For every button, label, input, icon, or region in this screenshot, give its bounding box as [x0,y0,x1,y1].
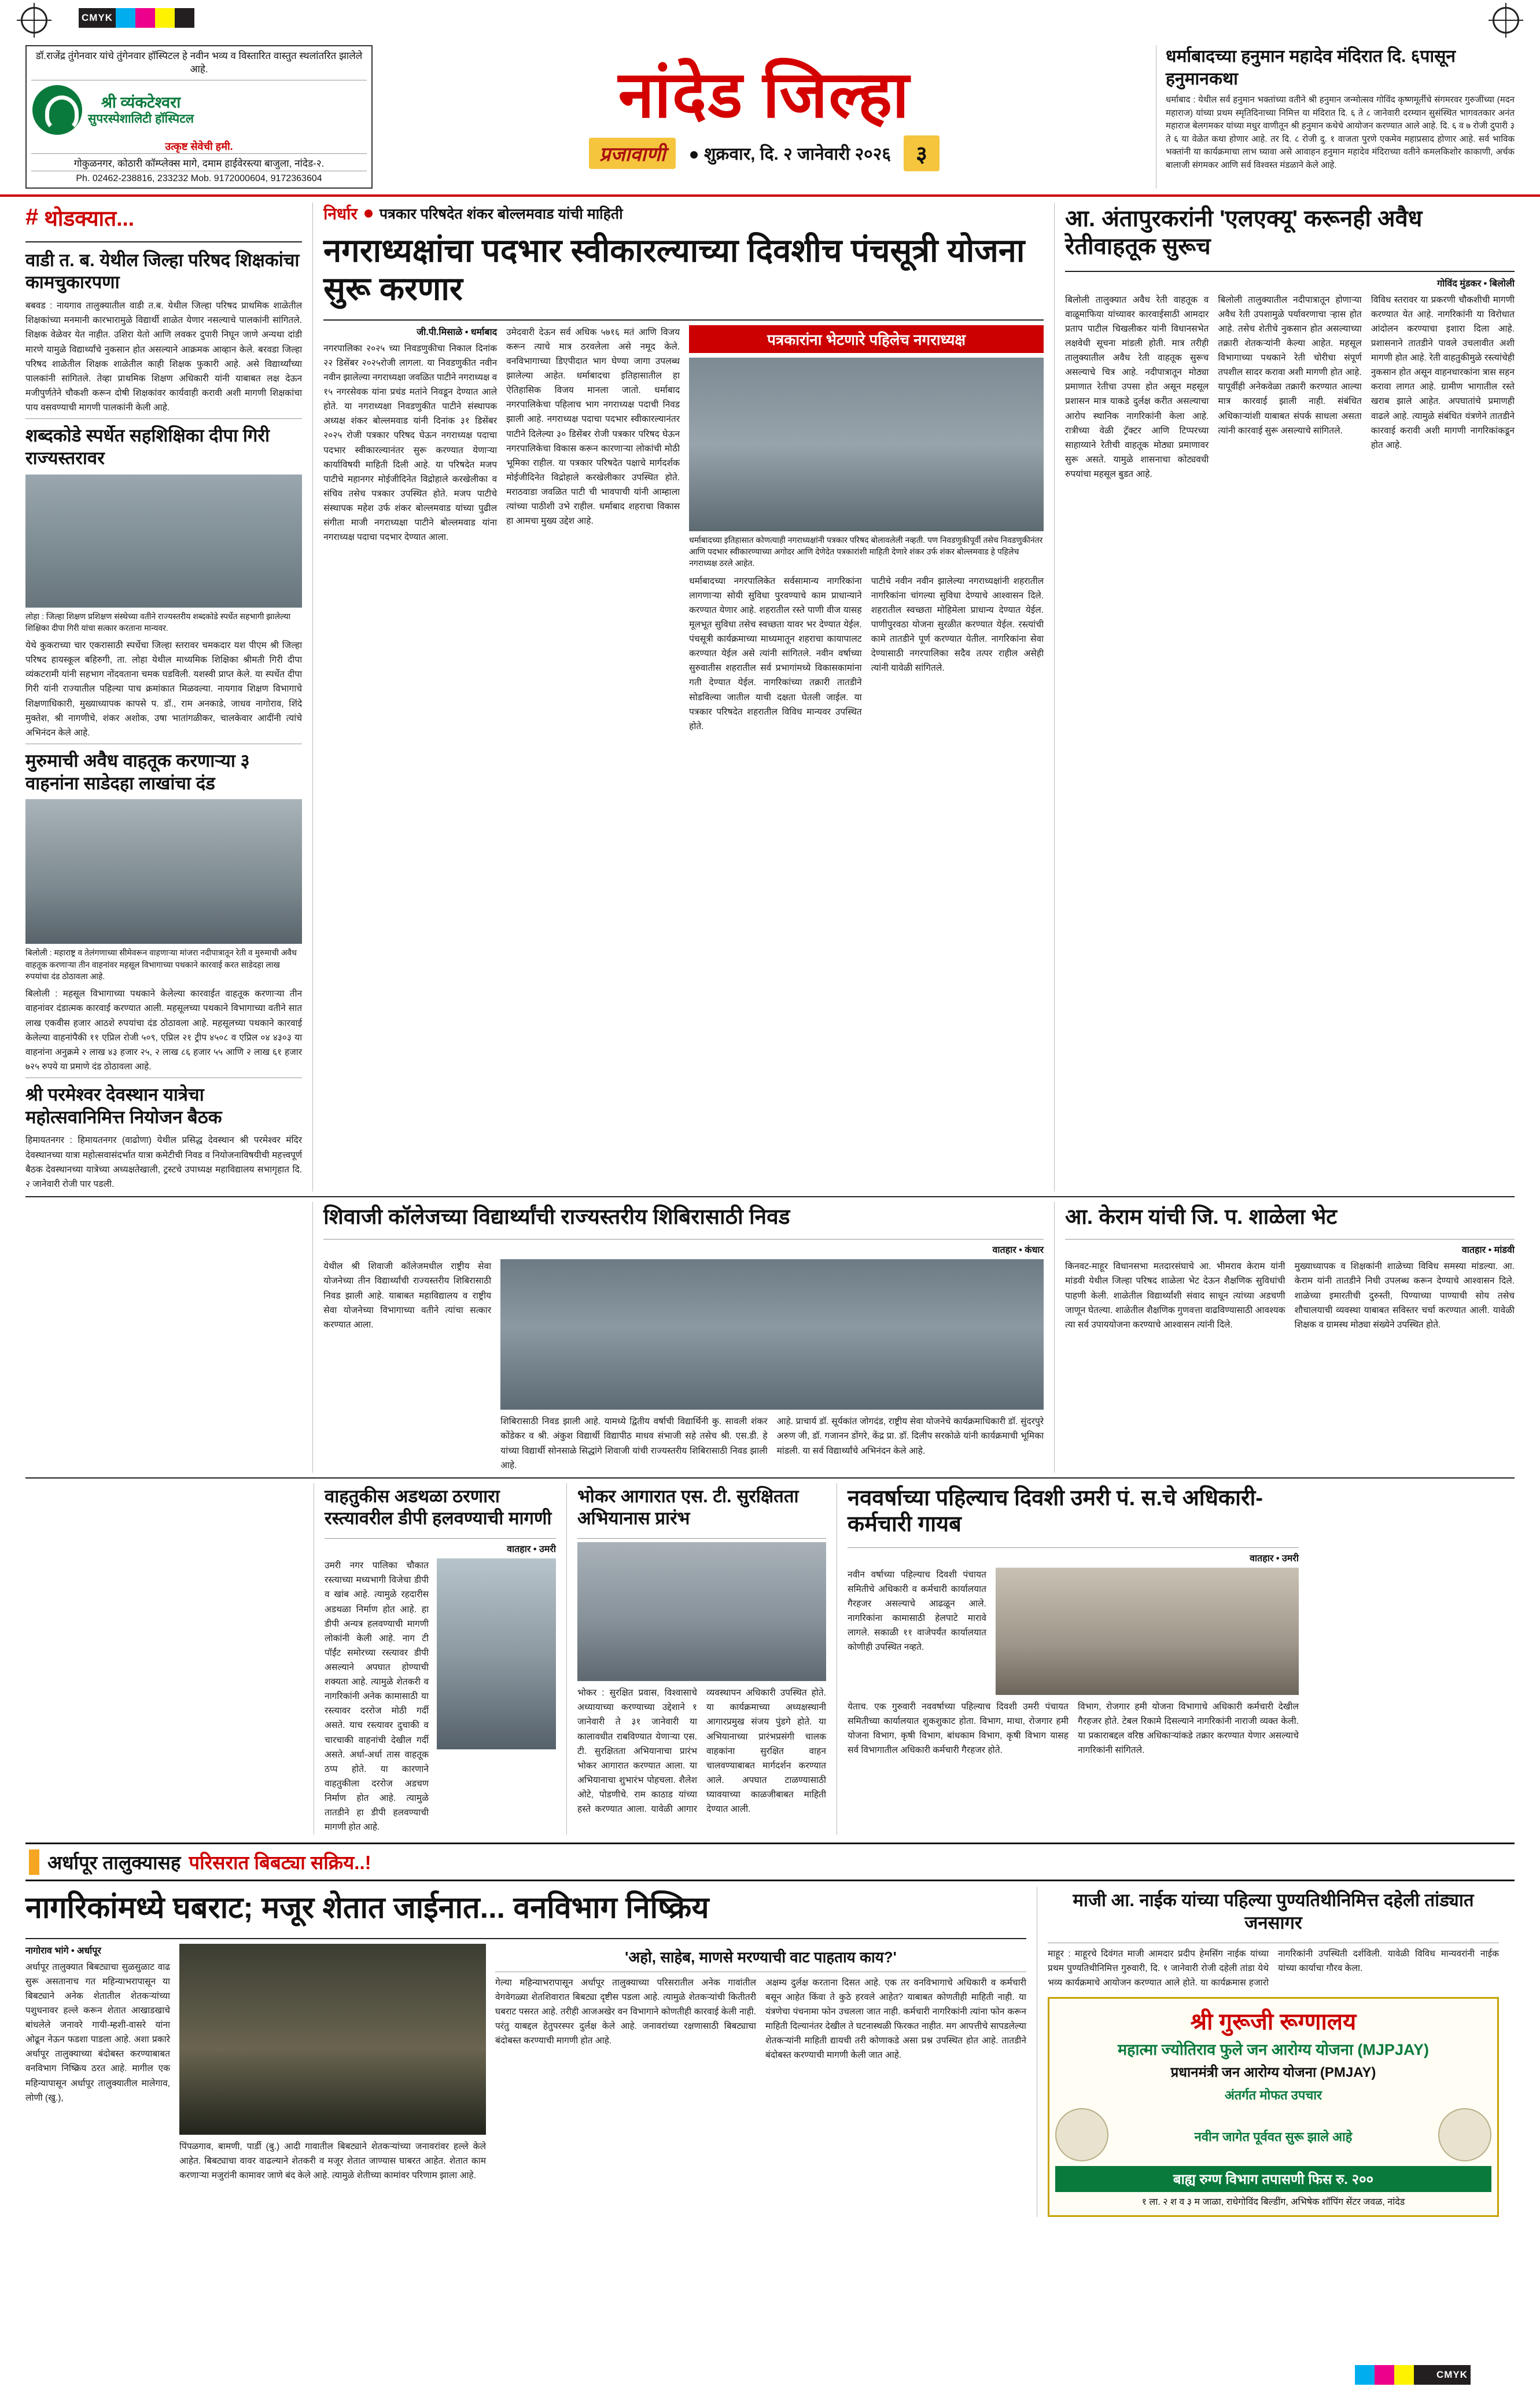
mid-story-2-headline: आ. केराम यांची जि. प. शाळेला भेट [1065,1204,1338,1229]
mjpjay-logo-icon [1438,2108,1491,2161]
hospital-logo-icon [32,85,82,135]
bottom-story-2-body: भोकर : सुरक्षित प्रवास, विश्वासाचे अध्यायाच्या करण्याच्या उद्देशाने १ जानेवारी ते ३१ जानेवारी या कालावधीत राबविण्यात येणाऱ्या एस. टी. सुरक्षितता अभियानाचा प्रारंभ भोकर आगारात करण्यात आला. या अभियानाचा शुभारंभ पोहचला. शैलेश ओटे, पोडणीचे. राम काठाड यांच्या हस्ते करण्यात आला. यावेळी आगार व्यवस्थापन अधिकारी उपस्थित होते. या कार्यक्रमाच्या अध्यक्षस्थानी आगारप्रमुख संजय पुंडगे होते. या अभियानाच्या प्रारंभप्रसंगी चालक वाहकांना सुरक्षित वाहन चालवण्याबाबत मार्गदर्शन करण्यात आले. अपघात टाळण्यासाठी घ्यावयाच्या काळजीबाबत माहिती देण्यात आली. [577,1688,826,1815]
brief-headline-3: मुरुमाची अवैध वाहतूक करणाऱ्या ३ वाहनांना साडेदहा लाखांचा दंड [25,750,250,793]
right-top-body-1: बिलोली तालुक्यात अवैध रेती वाहतूक व वाळूमाफिया यांच्यावर कारवाईसाठी आमदार प्रताप पाटील चिखलीकर यांनी विधानसभेत लक्षवेधी सूचना मांडली होती. मात्र तरीही तालुक्यातील अवैध रेती वाहतूक सुरूच असल्याचे चित्र आहे. नदीपात्रातून मोठ्या प्रमाणात रेतीचा उपसा होत असून महसूल प्रशासन मात्र याकडे दुर्लक्ष करीत असल्याचा आरोप स्थानिक नागरिकांनी केला आहे. रात्रीच्या वेळी ट्रॅक्टर आणि टिप्परच्या साहाय्याने रेतीची वाहतूक मोठ्या प्रमाणावर सुरू असते. यामुळे शासनाचा कोट्यवधी रुपयांचा महसूल बुडत आहे. [1065,295,1209,479]
briefs-section-title: थोडक्यात... [44,206,135,230]
brief-headline-4: श्री परमेश्वर देवस्थान यात्रेचा महोत्सवानिमित्त नियोजन बैठक [25,1084,222,1127]
right-top-headline: आ. अंतापुरकरांनी 'एलएक्यू' करूनही अवैध रेतीवाहतूक सुरूच [1065,205,1423,259]
lead-kicker-word: निर्धार [323,204,358,223]
ad-scheme-2: प्रधानमंत्री जन आरोग्य योजना (PMJAY) [1170,2065,1376,2081]
hospital-phone: Ph. 02462-238816, 233232 Mob. 9172000604, 9172363604 [31,171,367,184]
brief-photo-caption-3: बिलोली : महाराष्ट्र व तेलंगणाच्या सीमेवरून वाहणाऱ्या मांजरा नदीपात्रातून रेती व मुरुमाची अवैध वाहतूक करणाऱ्या तीन वाहनांवर महसूल विभागाच्या पथकाने कारवाई करत साडेदहा लाख रुपयांचा दंड ठोठावला आहे. [25,948,297,981]
lead-byline: जी.पी.मिसाळे • धर्माबाद [417,327,498,337]
lead-body-4: पाटीचे नवीन नवीन झालेल्या नगराध्यक्षांनी शहरातील नागरिकांना चांगल्या सुविधा देण्याचे आश्वासन दिले. शहरातील स्वच्छता मोहिमेला प्राधान्य देण्यात येईल. पाणीपुरवठा योजना सुरळीत करण्यात येईल. रस्त्यांची कामे तातडीने पूर्ण करण्यात येतील. नागरिकांना सेवा देण्यासाठी नगरपालिका सदैव तत्पर राहील असेही त्यांनी यावेळी सांगितले. [871,576,1044,674]
mid-story-keram [1065,1202,1515,1473]
lead-col-1 [323,325,497,734]
right-top-body-3: विविध स्तरावर या प्रकरणी चौकशीची मागणी करण्यात येत आहे. नागरिकांनी या विरोधात आंदोलन करण्याचा इशारा दिला आहे. प्रशासनाने तातडीने पावले उचलावीत अशी मागणी होत आहे. रेती वाहतुकीमुळे रस्त्यांचेही नुकसान होत असून वाहनधारकांना त्रास सहन करावा लागत आहे. ग्रामीण भागातील रस्ते खराब झाले आहेत. अपघातांचे प्रमाणही वाढले आहे. त्यामुळे संबंधित यंत्रणेने तातडीने कारवाई करावी अशी मागणी नागरिकांकडून होत आहे. [1370,295,1515,450]
mid-story-1-body-3: आहे. प्राचार्य डॉ. सूर्यकांत जोगदंड, राष्ट्रीय सेवा योजनेचे कार्यक्रमाधिकारी डॉ. सुंदरपुरे अरुण जी, डॉ. गजानन डोंगरे, केंद्र प्रा. डॉ. दिलीप सरकोळे यांनी कार्यक्रमाची भूमिका मांडली. या सर्व विद्यार्थ्यांचे अभिनंदन केले आहे. [776,1417,1044,1456]
lead-body-3: धर्माबादच्या नगरपालिकेत सर्वसामान्य नागरिकांना लागणाऱ्या सोयी सुविधा पुरवण्याचे काम प्राधान्याने करण्यात येणार आहे. शहरातील रस्ते पाणी वीज यासह मूलभूत सुविधा तसेच स्वच्छता यावर भर देण्यात येईल. पंचसूत्री कार्यक्रमाच्या माध्यमातून शहराचा कायापालट करण्यात येईल असे त्यांनी सांगितले. नवीन वर्षाच्या सुरुवातीस शहरातील सर्व प्रभागांमध्ये विकासकामांना गती देण्यात येईल. नागरिकांच्या तक्रारी तातडीने सोडविल्या जातील याची दक्षता घेतली जाईल. या पत्रकार परिषदेत शहरातील विविध मान्यवर उपस्थित होते. [689,576,862,731]
leopard-body-4: अक्षम्य दुर्लक्ष करताना दिसत आहे. एक तर वनविभागाचे अधिकारी व कर्मचारी बसून आहेत किंवा ते कुठे हरवले आहेत? याबाबत कोणतीही माहिती नाही. या यंत्रणेचा पंचनामा फोन उचलला जात नाही. कर्मचारी नागरिकांनी त्यांना फोन करून माहिती दिल्यानंतर देखील ते घटनास्थळी फिरकत नाहीत. मग आपत्तीचे सापडलेल्या शेतकऱ्यांनी माहिती द्यायची तरी कोणाकडे असा प्रश्न उपस्थित होत आहे. तातडीने बंदोबस्त करण्याची मागणी केली जात आहे. [765,1977,1026,2061]
side-story-body: धर्माबाद : येथील सर्व हनुमान भक्तांच्या वतीने श्री हनुमान जन्मोत्सव गोविंद कृष्णमूर्तीचे संगमरवर गुरुजींच्या (मदन महाराज) यांच्या प्रथम स्मृतिदिनाच्या निमित्त या मंदिरात दि. ६ ते ८ जानेवारी दरम्यान सुसंस्थित भागवतकार अनंत महाराज बेलगमकर यांच्या मधुर वाणीतून श्री हनुमान कथेचे आयोजन करण्यात आले आहे. दि. ६ व ७ रोजी दुपारी ३ ते ६ या वेळेत कथा होणार आहे. तर दि. ८ रोजी दु. १ वाजता पुरणे एकमेव महाप्रसाद होणार आहे. सर्व भाविक भक्तांनी या कार्यक्रमाचा लाभ घ्यावा असे आवाहन हनुमान महादेव मंदिराच्या वतीने कमलकिशोर काकाणी, अर्चक बालाजी संगमकर आणि सर्व विश्वस्त मंडळाने केले आहे. [1166,95,1515,170]
registration-mark-right [1493,7,1519,34]
hospital-name: श्री व्यंकटेश्वरा [101,94,181,112]
lead-photo-caption: धर्माबादच्या इतिहासात कोणत्याही नगराध्यक्षांनी पत्रकार परिषद बोलावलेली नव्हती. पण निवडणुकीपूर्वी तसेच निवडणुकीनंतर आणि पदभार स्वीकारण्याच्या अगोदर आणि देणेदेत पत्रकारांशी माहिती देणारे शंकर उर्फ शंकर बोल्लमवाड हे पहिलेच नगराध्यक्ष ठरले आहेत. [689,535,1043,568]
flag-icon [29,1849,39,1875]
hash-icon: # [25,204,39,230]
briefs-section-header [25,203,302,232]
bottom-story-3-headline: नववर्षाच्या पहिल्याच दिवशी उमरी पं. स.चे अधिकारी-कर्मचारी गायब [848,1485,1263,1537]
right-bottom-column [1048,1887,1499,2216]
mid-story-2-byline: वातहार • मांडवी [1461,1245,1515,1256]
ad-opd-fee: बाह्य रुग्ण विभाग तपासणी फिस रु. २०० [1055,2166,1491,2192]
masthead [0,45,1540,197]
brief-body-4: हिमायतनगर : हिमायतनगर (वाढोणा) येथील प्रसिद्ध देवस्थान श्री परमेश्वर मंदिर देवस्थानच्या यात्रा महोत्सवासंदर्भात यात्रा कमेटीची निवड व नियोजनाविषयीची महत्त्वपूर्ण बैठक देवस्थानच्या यात्रेच्या अध्यक्षतेखाली, ट्रस्टचे उपाध्यक्ष महाविद्यालय सभागृहात दि. २ जानेवारी रोजी पार पडली. [25,1135,303,1189]
leopard-headline: नागरिकांमध्ये घबराट; मजूर शेतात जाईनात... वनविभाग निष्क्रिय [25,1891,709,1925]
leopard-story [25,1887,1026,2216]
lead-photo-title: पत्रकारांना भेटणारे पहिलेच नगराध्यक्ष [689,325,1044,353]
bottom-story-3-body-3: विभाग, रोजगार हमी योजना विभागाचे अधिकारी कर्मचारी देखील गैरहजर होते. टेबल रिकामे दिसल्याने नागरिकांनी नाराजी व्यक्त केली. या प्रकाराबद्दल वरिष्ठ अधिकाऱ्यांकडे तक्रार करण्यात येणार असल्याचे नागरिकांनी सांगितले. [1078,1701,1299,1756]
lead-photo-block [689,325,1044,734]
leopard-col-3 [495,1944,1026,2183]
mid-section [25,1202,1515,1473]
hospital-advertisement[interactable] [1048,1997,1499,2216]
lead-body-1: नगरपालिका २०२५ च्या निवडणुकीचा निकाल दिनांक २२ डिसेंबर २०२५रोजी लागला. या निवडणुकीत नवीन नवीन झालेल्या नगराध्यक्षा जवळित पाटीने नगराध्यक्ष व १५ नगरसेवक यांना प्रचंड मतांने निवडून देण्यात आले होते. या नगराध्यक्षा निवडणुकीत पाटीने संस्थापक अध्यक्ष शंकर बोल्लमवाड यांनी दिनांक ३१ डिसेंबर २०२५ रोजी पत्रकार परिषद घेऊन नगराध्यक्ष पदाचा पदभार स्वीकारल्यानंतर सुरू करण्यात येणाऱ्या कार्याविषयी माहिती दिली आहे. या परिषदेत मजप पाटीचे महानगर मोईजीदिनेत विद्रोहाले करखेलीका व संचिव तसेच पत्रकार उपस्थित होते. मजप पाटीचे संस्थापक महेश उर्फ शंकर बोल्लमवाड यांच्या पुढील संगीता माजी नगराध्यक्षा पाटीने बोल्लमवाड यांना नगराध्यक्ष पदाचा पदभार देण्यात आला. [323,343,498,543]
brief-body-1: बबवड : नायगाव तालुक्यातील वाडी त.ब. येथील जिल्हा परिषद प्राथमिक शाळेतील शिक्षकांच्या मनमानी कारभारामुळे विद्यार्थी शाळेत येणार नसल्याचे पालकांनी सांगितले. शिक्षक वेळेवर येत नाहीत. उशिरा येतो आणि लवकर दुपारी निघून जाणे अन्यथा दांडी मारणे यामुळे विद्यार्थ्यांचे नुकसान होत असल्याने आक्रमक आव्हान केले. बरवडा जिल्हा परिषद शाळेतील शिक्षक शाळेतील काही शिक्षक फुकारी आहे. असे विद्यार्थ्यांच्या पालकांनी सांगितले. तेव्हा प्राथमिक शिक्षण अधिकारी यांनी याबाबत लक्ष देऊन मजीपुर्णतेने चौकशी करून दोषी शिक्षकांवर कार्यवाही करावी अशी मागणी शिक्षकांचा पाय वसवण्याची मागणी पालकांनी केली आहे. [25,301,303,413]
banner-right-text: परिसरात बिबट्या सक्रिय..! [189,1852,371,1874]
bullet-icon [364,209,373,218]
naik-headline: माजी आ. नाईक यांच्या पहिल्या पुण्यतिथीनिमित्त दहेली तांड्यात जनसागर [1073,1890,1474,1933]
brief-photo-caption-2: लोहा : जिल्हा शिक्षण प्रशिक्षण संस्थेच्या वतीने राज्यस्तरीय शब्दकोडे स्पर्धेत सहभागी झालेल्या शिक्षिका दीपा गिरी यांचा सत्कार करताना मान्यवर. [25,611,291,632]
right-top-story [1065,203,1515,1192]
brief-body-2: येथे कुकराच्या चार एकरासाठी स्पर्धेचा जिल्हा स्तरावर चमकदार यश पीएम श्री जिल्हा परिषद हायस्कूल बहिरुगी, ता. लोहा येथील माध्यमिक शिक्षिका श्रीमती गिरी दीपा व्यंकटरामी यांनी सहभाग नोंदवताना चमक घडविली. यशस्वी प्राप्त केले. या स्पर्धेत दीपा गिरी यांनी राज्यातील पहिल्या पाच क्रमांकात मिळवल्या. नायगाव शिक्षण विभागाचे शिक्षणाधिकारी, मुख्याध्यापक कापसे प. डॉ., राम अनकाडे, जाधव नागोराव, शिंदे मुक्तेश, श्री नागणीचे, शंकर अशोक, उषा भातांगळीकर, चालकेवार आदींनी त्यांचे अभिनंदन केले आहे. [25,641,303,738]
lead-story [323,203,1044,1192]
mid-story-college [323,1202,1044,1473]
masthead-title-block [383,45,1145,189]
brief-headline-2: शब्दकोडे स्पर्धेत सहशिक्षिका दीपा गिरी राज्यस्तरावर [25,425,270,468]
brief-body-3: बिलोली : महसूल विभागाच्या पथकाने केलेल्या कारवाईत वाहतूक करणाऱ्या तीन वाहनांवर दंडात्मक कारवाई करण्यात आली. महसूलच्या पथकाने विभागाच्या वतीने सात लाख एकवीस हजार आठशे रुपयांचा दंड ठोठावला आहे. महसूलच्या पथकाने कारवाई केलेल्या वाहनांपैकी ११ एप्रिल रोजी ५०९, एप्रिल २१ ट्रीप ४५०८ व एप्रिल ०४ ४३०३ या वाहनांना अनुक्रमे २ लाख ४३ हजार २५, २ लाख ८६ हजार ५५ आणि २ लाख ६१ हजार ७२५ रुपये या प्रमाणे दंड ठोठावला आहे. [25,989,303,1072]
cmyk-label-bottom: CMYK [1434,2365,1471,2385]
bottom-spacer [25,1483,303,1835]
bottom-section [25,1483,1515,1835]
ad-free-treatment: अंतर्गत मोफत उपचार [1224,2087,1322,2102]
leopard-body-2: पिंपळगाव, बामणी, पार्डी (बु.) आदी गावातील बिबट्याने शेतकऱ्यांच्या जनावरांवर हल्ले केले आहेत. बिबट्याचा वावर वाढल्याने शेतकरी व मजूर शेतात जाण्यास घाबरत आहेत. शेतात काम करणाऱ्या मजुरांनी कामावर जाणे बंद केले आहे. त्यामुळे शेतीच्या कामांवर परिणाम झाला आहे. [179,2141,486,2180]
bottom-story-st [577,1483,826,1835]
brief-photo-2 [25,475,302,608]
cmyk-color-bar-top [79,8,194,28]
leopard-body-1: अर्धापूर तालुक्यात बिबट्याचा सुळसुळाट वाढ सुरू असतानाच गत महिन्याभरापासून या बिबट्याने अनेक शेतातील शेतकऱ्यांच्या पशुधनावर हल्ले करून शेतात आखाडखाचे बांधलेले जनावरे गायी-म्हशी-वासरे यांना ओढून नेऊन फडशा पाडला आहे. अशा प्रकारे अर्धापूर तालुक्याच्या बंदोबस्त करण्याबाबत वनविभाग निष्क्रिय ठरत आहे. मागील एक महिन्यापासून अर्धापूर तालुक्यातील मालेगाव, लोणी (खु.), [25,1962,170,2103]
mid-story-1-body-2: शिबिरासाठी निवड झाली आहे. यामध्ये द्वितीय वर्षाची विद्यार्थिनी कु. सावली शंकर कोंडेकर व श्री. अंकुश विद्यार्थी विद्यापीठ माधव संभाजी सहे तसेच श्री. एस.डी. हे यांच्या विद्यार्थी सोनसाळे सिद्धांगे शिवाजी यांची राज्यस्तरीय शिबिरासाठी निवड झाली आहे. [500,1417,768,1470]
lead-photo [689,358,1044,531]
right-top-byline: गोविंद मुंडकर • बिलोली [1437,278,1515,289]
hospital-address: गोकुळनगर, कोठारी कॉम्प्लेक्स मागे, दमाम हाईवेरस्त्या बाजुला, नांदेड-२. [31,153,367,171]
top-section [25,203,1515,1192]
newspaper-title: नांदेड जिल्हा [618,58,911,131]
bottom-story-3-body-1: नवीन वर्षाच्या पहिल्याच दिवशी पंचायत समितीचे अधिकारी व कर्मचारी कार्यालयात गैरहजर असल्याचे आढळून आले. नागरिकांना कामासाठी हेलपाटे मारावे लागले. सकाळी ११ वाजेपर्यंत कार्यालयात कोणीही उपस्थित नव्हते. [848,1569,986,1653]
hospital-motto: उत्कृष्ट सेवेची हमी. [165,140,233,152]
bottom-story-1-byline: वातहार • उमरी [507,1544,556,1555]
mid-story-2-body-1: किनवट-माहूर विधानसभा मतदारसंघाचे आ. भीमराव केराम यांनी मांडवी येथील जिल्हा परिषद शाळेला भेट देऊन शैक्षणिक सुविधांची पाहणी केली. शाळेतील विद्यार्थ्यांशी संवाद साधून त्यांच्या अडचणी जाणून घेतल्या. शाळेतील शैक्षणिक गुणवत्ता वाढविण्यासाठी आवश्यक त्या सर्व उपाययोजना करण्याचे आश्वासन त्यांनी दिले. [1065,1262,1285,1330]
hospital-subname: सुपरस्पेशालिटी हॉस्पिटल [88,112,194,126]
brief-headline-1: वाडी त. ब. येथील जिल्हा परिषद शिक्षकांचा कामचुकारपणा [25,249,300,293]
bottom-story-3-body-2: येताच. एक गुरुवारी नववर्षाच्या पहिल्याच दिवशी उमरी पंचायत समितीच्या कार्यालयात शुकशुकाट होता. विभाग, माथा, रोजगार हमी योजना विभाग, कृषी विभाग, बांधकाम विभाग, कृषी विभाग यासह सर्व विभागातील अधिकारी कर्मचारी गैरहजर होते. [848,1701,1069,1756]
right-top-body-2: बिलोली तालुक्यातील नदीपात्रातून होणाऱ्या अवैध रेती उपशामुळे पर्यावरणाचा ऱ्हास होत आहे. तसेच शेतीचे नुकसान होत असल्याच्या तक्रारी शेतकऱ्यांनी केल्या आहेत. महसूल विभागाच्या पथकाने रेती चोरीचा संपूर्ण तपशील सादर करावा अशी मागणी होत आहे. यापूर्वीही अनेकवेळा तक्रारी करण्यात आल्या मात्र कारवाई झाली नाही. संबंधित अधिकाऱ्यांशी याबाबत संपर्क साधला असता त्यांनी कारवाई सुरू असल्याचे सांगितले. [1218,295,1362,436]
ad-relocation-note: नवीन जागेत पूर्ववत सुरू झाले आहे [1194,2129,1353,2144]
bottom-story-3-photo [996,1568,1299,1695]
bottom-story-1-headline: वाहतुकीस अडथळा ठरणारा रस्त्यावरील डीपी हलवण्याची मागणी [325,1485,552,1529]
registration-mark-left [21,7,47,34]
mid-story-1-photo [500,1259,1044,1410]
masthead-side-story [1156,45,1515,189]
leopard-byline: नागोराव भांगे • अर्धापूर [25,1946,101,1956]
ad-scheme-1: महात्मा ज्योतिराव फुले जन आरोग्य योजना (MJPJAY) [1118,2041,1429,2059]
mid-story-1-body-1: येथील श्री शिवाजी कॉलेजमधील राष्ट्रीय सेवा योजनेच्या तीन विद्यार्थ्यांची राज्यस्तरीय शिबिरासाठी निवड झाली आहे. याबाबत महाविद्यालय व राष्ट्रीय सेवा योजनेच्या विभागाच्या वतीने त्यांचा सत्कार करण्यात आला. [323,1262,492,1330]
bottom-story-umri [848,1483,1299,1835]
bottom-story-2-photo [577,1542,826,1681]
bottom-story-dp [325,1483,556,1835]
dateline: ● शुक्रवार, दि. २ जानेवारी २०२६ [688,145,891,164]
cmyk-color-bar-bottom [1355,2365,1471,2385]
leopard-section [25,1887,1515,2216]
mid-spacer [25,1202,302,1473]
ayushman-bharat-logo-icon [1055,2108,1108,2161]
ad-tagline: डॉ.राजेंद्र तुंगेनवार यांचे तुंगेनवार हॉस्पिटल हे नवीन भव्य व विस्तारित वास्तुत स्थलांतरित झालेले आहे. [31,50,367,80]
masthead-advertisement [25,45,373,189]
lead-kicker-sub: पत्रकार परिषदेत शंकर बोल्लमवाड यांची माहिती [379,205,623,222]
print-registration-bar [0,0,1540,45]
lead-kicker [323,203,1044,225]
cmyk-label: CMYK [79,8,116,28]
ad-address: १ ला. २ श व ३ म जाळा, राधेगोविंद बिल्डींग, अभिषेक शॉपिंग सेंटर जवळ, नांदेड [1141,2197,1405,2207]
lead-headline: नगराध्यक्षांचा पदभार स्वीकारल्याच्या दिवशीच पंचसूत्री योजना सुरू करणार [323,231,1025,307]
leopard-section-banner [25,1843,1515,1881]
leopard-quote-headline: 'अहो, साहेब, माणसे मरण्याची वाट पाहताय काय?' [625,1948,897,1966]
bottom-story-2-headline: भोकर आगारात एस. टी. सुरक्षितता अभियानास प्रारंभ [577,1485,799,1529]
leopard-photo-block [179,1944,486,2183]
banner-left-text: अर्धापूर तालुक्यासह [47,1852,181,1874]
brief-photo-3 [25,799,302,944]
mid-story-1-headline: शिवाजी कॉलेजच्या विद्यार्थ्यांची राज्यस्तरीय शिबिरासाठी निवड [323,1204,790,1229]
leopard-body-3: गेल्या महिन्याभरापासून अर्धापूर तालुक्याच्या परिसरातील अनेक गावांतील वेगवेगळ्या शेतशिवारात बिबट्या दृष्टीस पडला आहे. त्यामुळे शेतकऱ्यांची कितीतरी घबराट पसरत आहे. तरीही आजअखेर वन विभागाने कोणतीही कारवाई केली नाही. परंतु याबद्दल हेतुपरस्पर दुर्लक्ष केले आहे. जनावरांच्या रक्षणासाठी बिबट्याचा बंदोबस्त करण्याची मागणी होत आहे. [495,1977,756,2046]
bottom-story-3-byline: वातहार • उमरी [1250,1553,1299,1564]
bottom-story-1-body: उमरी नगर पालिका चौकात रस्त्याच्या मध्यभागी विजेचा डीपी व खांब आहे. त्यामुळे रहदारीस अडथळा निर्माण होत आहे. हा डीपी अन्यत्र हलवण्याची मागणी लोकांनी केली आहे. नाग टी पॉईंट समोरच्या रस्त्यावर डीपी असल्याने अपघात होण्याची शक्यता आहे. त्यामुळे शेतकरी व नागरिकांनी अनेक कामासाठी या रस्त्यावर दररोज मोठी गर्दी असते. याच रस्त्यावर दुचाकी व चारचाकी वाहनांची देखील गर्दी असते. अर्धा-अर्धा तास वाहतूक ठप्प होते. या कारणाने वाहतुकीला दररोज अडचण निर्माण होत आहे. त्यामुळे तातडीने हा डीपी हलवण्याची मागणी होत आहे. [325,1561,429,1833]
mid-story-2-body-2: मुख्याध्यापक व शिक्षकांनी शाळेच्या विविध समस्या मांडल्या. आ. केराम यांनी तातडीने निधी उपलब्ध करून देण्याचे आश्वासन दिले. शाळेच्या इमारतीची दुरुस्ती, पिण्याच्या पाण्याची सोय तसेच शौचालयाची व्यवस्था याबाबत सविस्तर चर्चा करण्यात आली. यावेळी शिक्षक व ग्रामस्थ मोठ्या संख्येने उपस्थित होते. [1294,1262,1515,1330]
ad-hospital-name: श्री गुरूजी रूग्णालय [1190,2009,1357,2035]
edition-badge: प्रजावाणी [589,138,676,169]
briefs-column [25,203,302,1192]
side-story-headline: धर्माबादच्या हनुमान महादेव मंदिरात दि. ६पासून हनुमानकथा [1166,47,1456,89]
lead-col-2 [506,325,680,734]
lead-body-2: उमेदवारी देऊन सर्व अधिक ५७१६ मतं आणि विजय करून त्याचे मात्र ठरवलेला असे नमूद केले. वनविभागाच्या डिएपीदात भाग घेण्या जागा उपलब्ध झालेल्या आहेत. धर्माबादचा इतिहासातील हा ऐतिहासिक विजय मानला जातो. धर्माबाद नगरपालिकेचा पहिलाच भाग नगराध्यक्ष पदाची निवड झाली आहे. नगराध्यक्ष पदाचा पदभार स्वीकारल्यानंतर पाटीने दिलेल्या ३० डिसेंबर रोजी पत्रकार परिषद घेऊन नगरपालिकेचा विकास करून कारणाऱ्या लोकांची मोठी भूमिका राहील. या पत्रकार परिषदेत पक्षाचे मार्गदर्शक मोईजीदिनेत विद्रोहाले करखेलीकार उपस्थित होते. मराठवाडा जवळित पाटी ची भावपाची यांनी आम्हाला त्यांच्या पाठीशी उभे राहील. धर्माबाद शहराचा विकास हा आमचा मुख्य उद्देश आहे. [506,327,680,527]
leopard-col-1 [25,1944,170,2183]
mid-story-1-byline: वातहार • कंधार [992,1245,1044,1256]
bottom-story-1-photo [437,1558,556,1749]
leopard-photo [179,1944,486,2135]
naik-body: माहूर : माहूरचे दिवंगत माजी आमदार प्रदीप हेमसिंग नाईक यांच्या प्रथम पुण्यतिथीनिमित्त गुरुवारी, दि. १ जानेवारी रोजी दहेली तांडा येथे भव्य कार्यक्रमाचे आयोजन करण्यात आले होते. या कार्यक्रमास हजारो नागरिकांनी उपस्थिती दर्शविली. यावेळी विविध मान्यवरांनी नाईक यांच्या कार्याचा गौरव केला. [1048,1948,1499,1988]
page-number: ३ [904,135,940,171]
